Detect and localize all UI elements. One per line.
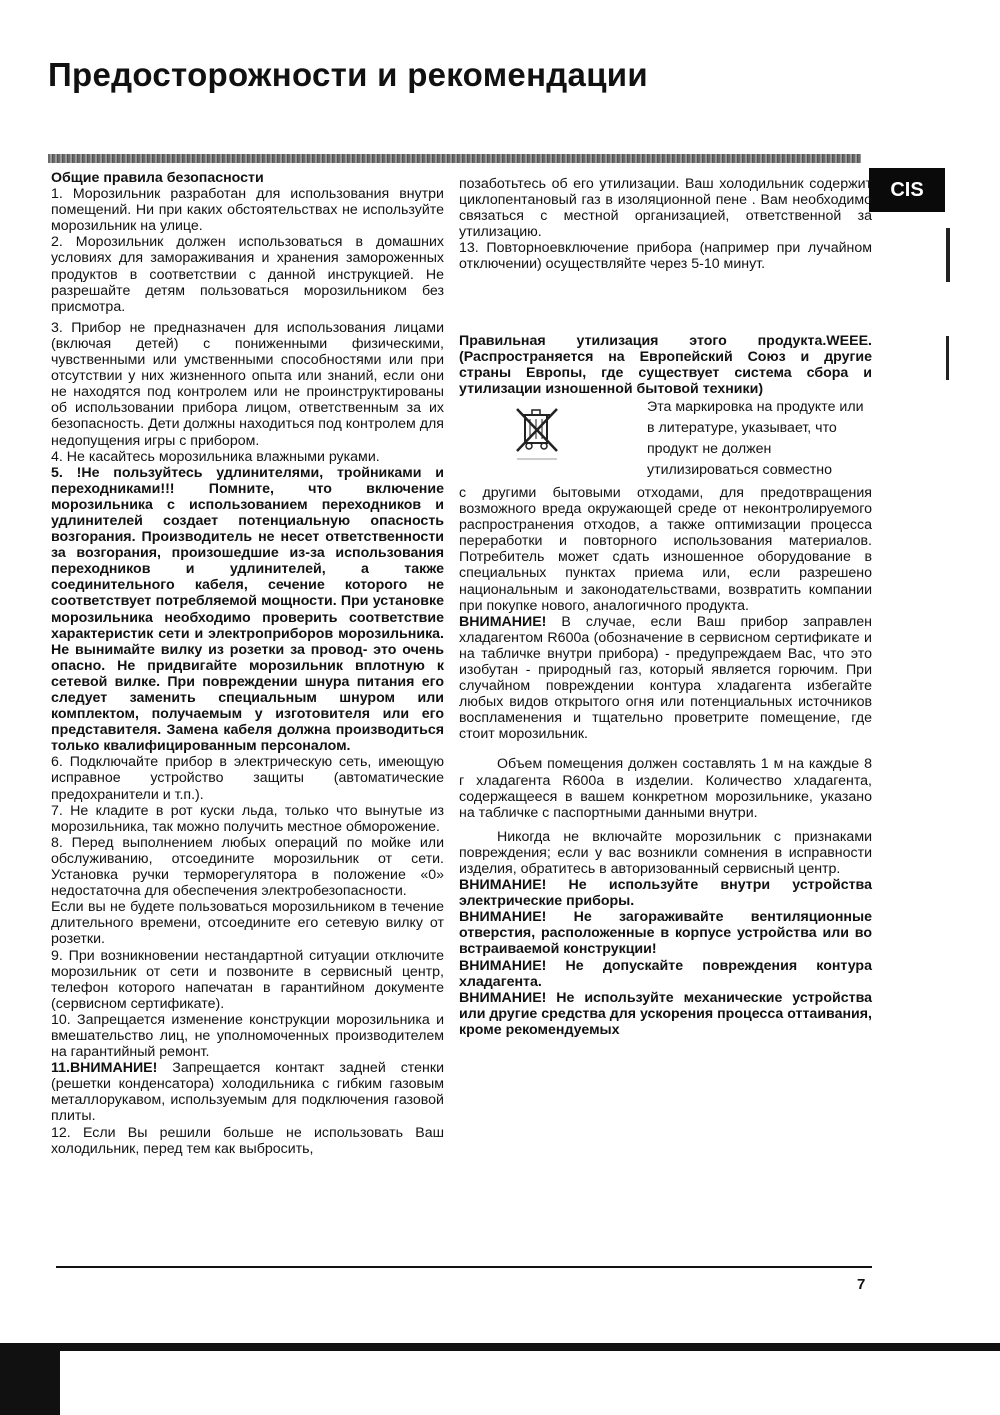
- warning-label: 11.ВНИМАНИЕ!: [51, 1060, 158, 1077]
- right-column: [459, 176, 872, 1038]
- paragraph: [459, 614, 872, 743]
- paragraph-text: Запрещается контакт задней стенки (решетки конденсатора) холодильника с гибким газовым металлорукавом, используемым для подключения газовой плиты.: [51, 1060, 444, 1125]
- paragraph-text: В случае, если Ваш прибор заправлен хладагентом R600a (обозначение в сервисном сертификате и на табличке внутри прибора) - предупреждаем Вас, что это изобутан - природный газ, который является горючим. При случайном повреждении контура хладагента избегайте любых видов открытого огня или потенциальных источников воспламенения и тщательно проветрите помещение, где стоит морозильник.: [459, 613, 872, 743]
- paragraph: 1. Морозильник разработан для использования внутри помещений. Ни при каких обстоятельствах не используйте морозильник на улице.: [51, 186, 444, 235]
- margin-mark: [946, 336, 949, 380]
- paragraph: 13. Повторноевключение прибора (например при лучайном отключении) осуществляйте через 5-10 минут.: [459, 240, 872, 273]
- footer-divider: [56, 1266, 872, 1268]
- paragraph: 3. Прибор не предназначен для использования лицами (включая детей) с пониженными физическими, чувственными или умственными способностями или при отсутствии у них жизненного опыта или знаний, если они не находятся под контролем или не проинструктированы об использовании прибора лицом, ответственным за их безопасность. Дети должны находиться под контролем для недопущения игры с прибором.: [51, 319, 444, 449]
- warning-paragraph: ВНИМАНИЕ! Не используйте механические устройства или другие средства для ускорения процесса оттаивания, кроме рекомендуемых: [459, 989, 872, 1038]
- scan-edge: [0, 1351, 60, 1415]
- warning-paragraph: ВНИМАНИЕ! Не используйте внутри устройства электрические приборы.: [459, 877, 872, 910]
- paragraph: Если вы не будете пользоваться морозильником в течение длительного времени, отсоедините его сетевую вилку от розетки.: [51, 899, 444, 948]
- weee-block: [459, 397, 872, 485]
- paragraph: 8. Перед выполнением любых операций по мойке или обслуживанию, отсоедините морозильник от сети. Установка ручки терморегулятора в положение «0» недостаточна для обеспечения электробезопасности.: [51, 834, 444, 900]
- header-divider: [48, 154, 861, 163]
- page-number: 7: [857, 1276, 866, 1293]
- warning-paragraph: ВНИМАНИЕ! Не загораживайте вентиляционные отверстия, расположенные в корпусе устройства или во встраиваемой конструкции!: [459, 909, 872, 958]
- left-column: [51, 170, 444, 1157]
- paragraph: 2. Морозильник должен использоваться в домашних условиях для замораживания и хранения замороженных продуктов в соответствии с данной инструкцией. Не разрешайте детям пользоваться морозильником без присмотра.: [51, 234, 444, 315]
- weee-side-text: Эта маркировка на продукте или в литературе, указывает, что продукт не должен утилизироваться совместно: [647, 398, 864, 478]
- page-title: Предосторожности и рекомендации: [48, 56, 648, 93]
- region-badge: CIS: [869, 168, 945, 212]
- paragraph: 12. Если Вы решили больше не использовать Ваш холодильник, перед тем как выбросить,: [51, 1124, 444, 1157]
- paragraph: позаботьтесь об его утилизации. Ваш холодильник содержит циклопентановый газ в изоляционной пене . Вам необходимо связаться с местной организацией, ответственной за утилизацию.: [459, 176, 872, 241]
- paragraph: 10. Запрещается изменение конструкции морозильника и вмешательство лиц, не уполномоченных производителем на гарантийный ремонт.: [51, 1011, 444, 1061]
- margin-mark: [946, 228, 950, 282]
- scan-edge: [0, 1343, 1000, 1351]
- paragraph: 6. Подключайте прибор в электрическую сеть, имеющую исправное устройство защиты (автоматические предохранители и т.п.).: [51, 754, 444, 803]
- paragraph: [51, 1060, 444, 1124]
- paragraph: с другими бытовыми отходами, для предотвращения возможного вреда окружающей среде от неконтролируемого распространения отходов, а также оптимизации процесса переработки и повторного использования материалов. Потребитель может сдать изношенное оборудование в специальных пунктах приема или, если разрешено национальным и законодательствами, возвратить компании при покупке нового, аналогичного продукта.: [459, 484, 872, 614]
- paragraph: Никогда не включайте морозильник с признаками повреждения; если у вас возникли сомнения в исправности изделия, обратитесь в авторизованный сервисный центр.: [459, 828, 872, 877]
- warning-paragraph: ВНИМАНИЕ! Не допускайте повреждения контура хладагента.: [459, 957, 872, 990]
- section-heading: Общие правила безопасности: [51, 170, 264, 186]
- paragraph: 7. Не кладите в рот куски льда, только что вынутые из морозильника, так можно получить местное обморожение.: [51, 802, 444, 835]
- warning-paragraph: 5. !Не пользуйтесь удлинителями, тройниками и переходниками!!! Помните, что включение морозильника с использованием переходников и удлинителей создает потенциальную опасность возгорания. Производитель не несет ответственности за возгорания, произошедшие из-за использования переходников и удлинителей, а также соединительного кабеля, сечение которого не соответствует потребляемой мощности. При установке морозильника необходимо проверить соответствие характеристик сети и электроприборов морозильника. Не вынимайте вилку из розетки за провод- это очень опасно. Не придвигайте морозильник вплотную к сетевой вилке. При повреждении шнура питания его следует заменить специальным шнуром или комплектом, получаемым у изготовителя или его представителя. Замена кабеля должна производиться только квалифицированным персоналом.: [51, 464, 444, 755]
- paragraph: 4. Не касайтесь морозильника влажными руками.: [51, 448, 380, 465]
- crossed-bin-icon: [511, 405, 563, 463]
- weee-heading: Правильная утилизация этого продукта.WEEE. (Распространяется на Европейский Союз и другие страны Европы, где существует система сбора и утилизации изношенной бытовой техники): [459, 332, 872, 397]
- paragraph: Объем помещения должен составлять 1 м на каждые 8 г хладагента R600a в изделии. Количество хладагента, содержащееся в вашем конкретном морозильнике, указано на табличке с паспортными данными внутри.: [459, 756, 872, 821]
- paragraph: 9. При возникновении нестандартной ситуации отключите морозильник от сети и позвоните в сервисный центр, телефон которого напечатан в гарантийном документе (сервисном сертификате).: [51, 947, 444, 1012]
- warning-label: ВНИМАНИЕ!: [459, 613, 547, 630]
